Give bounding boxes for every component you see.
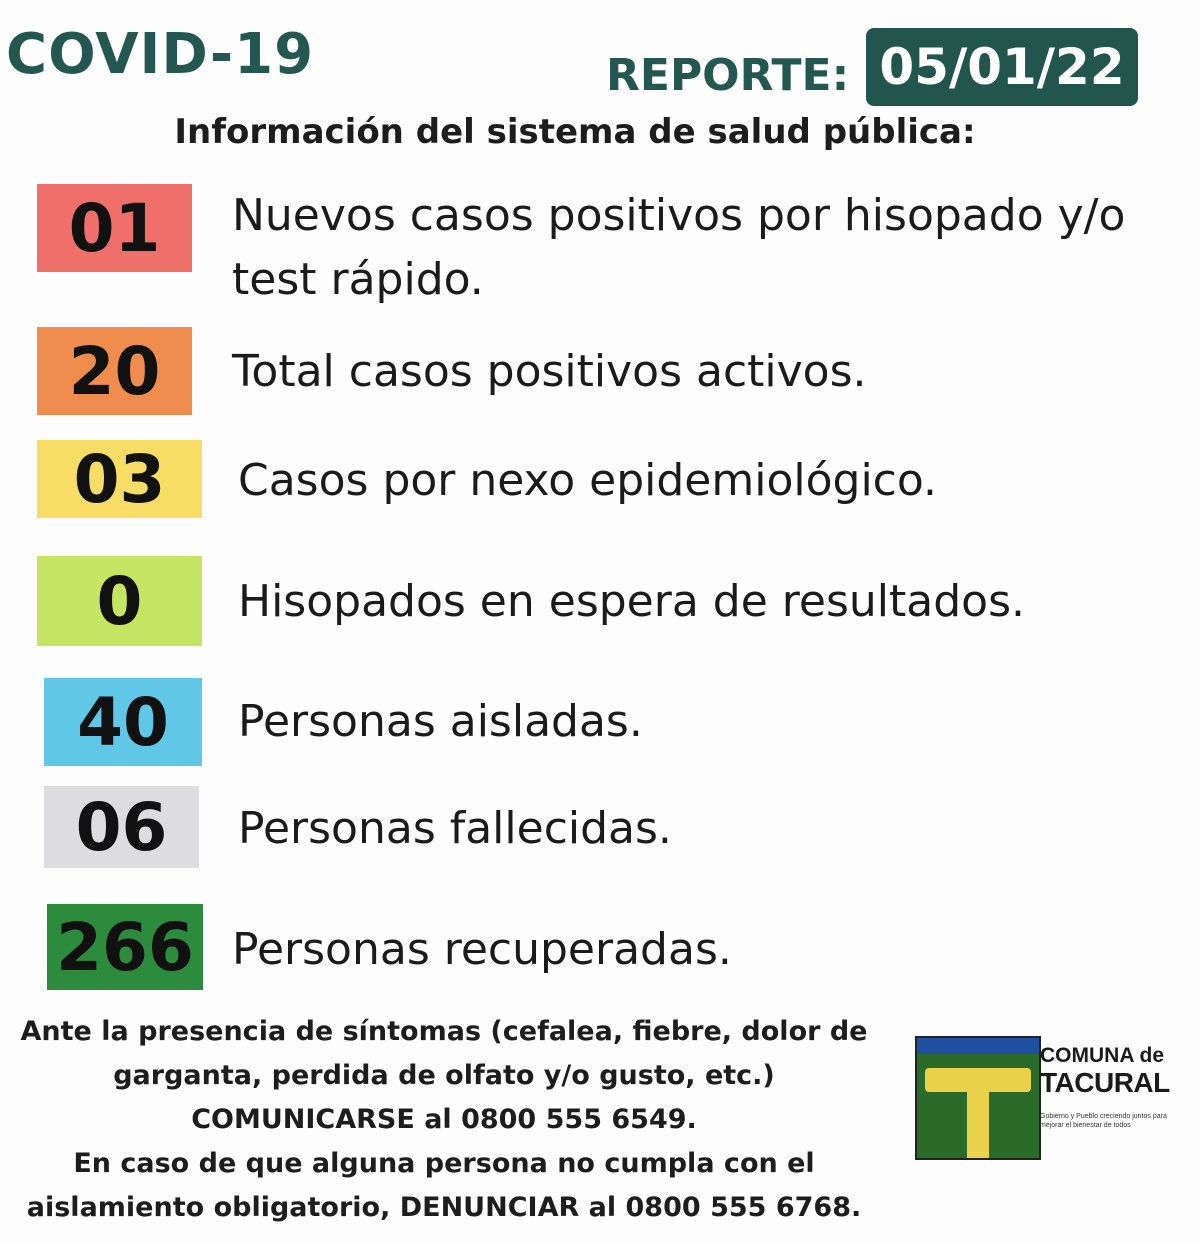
page-title: COVID-19 [6, 22, 315, 87]
new-cases-value: 01 [68, 189, 161, 267]
new-cases-label-line1: Nuevos casos positivos por hisopado y/o [232, 190, 1126, 241]
logo-text [1040, 1044, 1190, 1130]
epi-link-cases-value: 03 [73, 440, 166, 518]
logo-line2: TACURAL [1040, 1067, 1170, 1098]
logo-tagline: Gobierno y Pueblo creciendo juntos para mejorar el bienestar de todos [1040, 1113, 1167, 1129]
recovered-value-box [47, 904, 203, 990]
isolated-label: Personas aisladas. [238, 696, 643, 747]
epi-link-cases-label: Casos por nexo epidemiológico. [238, 455, 937, 506]
subtitle: Información del sistema de salud pública: [174, 112, 976, 152]
footer-line5: aislamiento obligatorio, DENUNCIAR al 0800 555 6768. [26, 1192, 862, 1223]
pending-swabs-value: 0 [96, 562, 143, 640]
deceased-value-box [44, 786, 199, 868]
new-cases-value-box [37, 184, 192, 272]
new-cases-label [232, 184, 1125, 312]
pending-swabs-value-box [37, 556, 202, 646]
epi-link-cases-value-box [37, 440, 202, 518]
report-label: REPORTE: [606, 50, 850, 101]
footer-line4: En caso de que alguna persona no cumpla con el [73, 1148, 815, 1179]
footer-notice [0, 1010, 888, 1230]
footer-line2: garganta, perdida de olfato y/o gusto, etc.) [113, 1060, 775, 1091]
footer-line1: Ante la presencia de síntomas (cefalea, fiebre, dolor de [20, 1016, 868, 1047]
deceased-value: 06 [75, 788, 168, 866]
isolated-value: 40 [77, 683, 169, 761]
footer-line3: COMUNICARSE al 0800 555 6549. [191, 1104, 697, 1135]
pending-swabs-label: Hisopados en espera de resultados. [238, 576, 1025, 627]
isolated-value-box [44, 678, 202, 766]
active-cases-value-box [37, 327, 192, 415]
active-cases-value: 20 [68, 332, 161, 410]
deceased-label: Personas fallecidas. [238, 803, 672, 854]
active-cases-label: Total casos positivos activos. [232, 346, 867, 397]
report-date-badge: 05/01/22 [866, 28, 1138, 106]
recovered-value: 266 [56, 908, 194, 986]
logo-line1: COMUNA de [1040, 1044, 1165, 1067]
comuna-tacural-logo-icon [915, 1036, 1041, 1160]
new-cases-label-line2: test rápido. [232, 254, 484, 305]
recovered-label: Personas recuperadas. [232, 924, 732, 975]
